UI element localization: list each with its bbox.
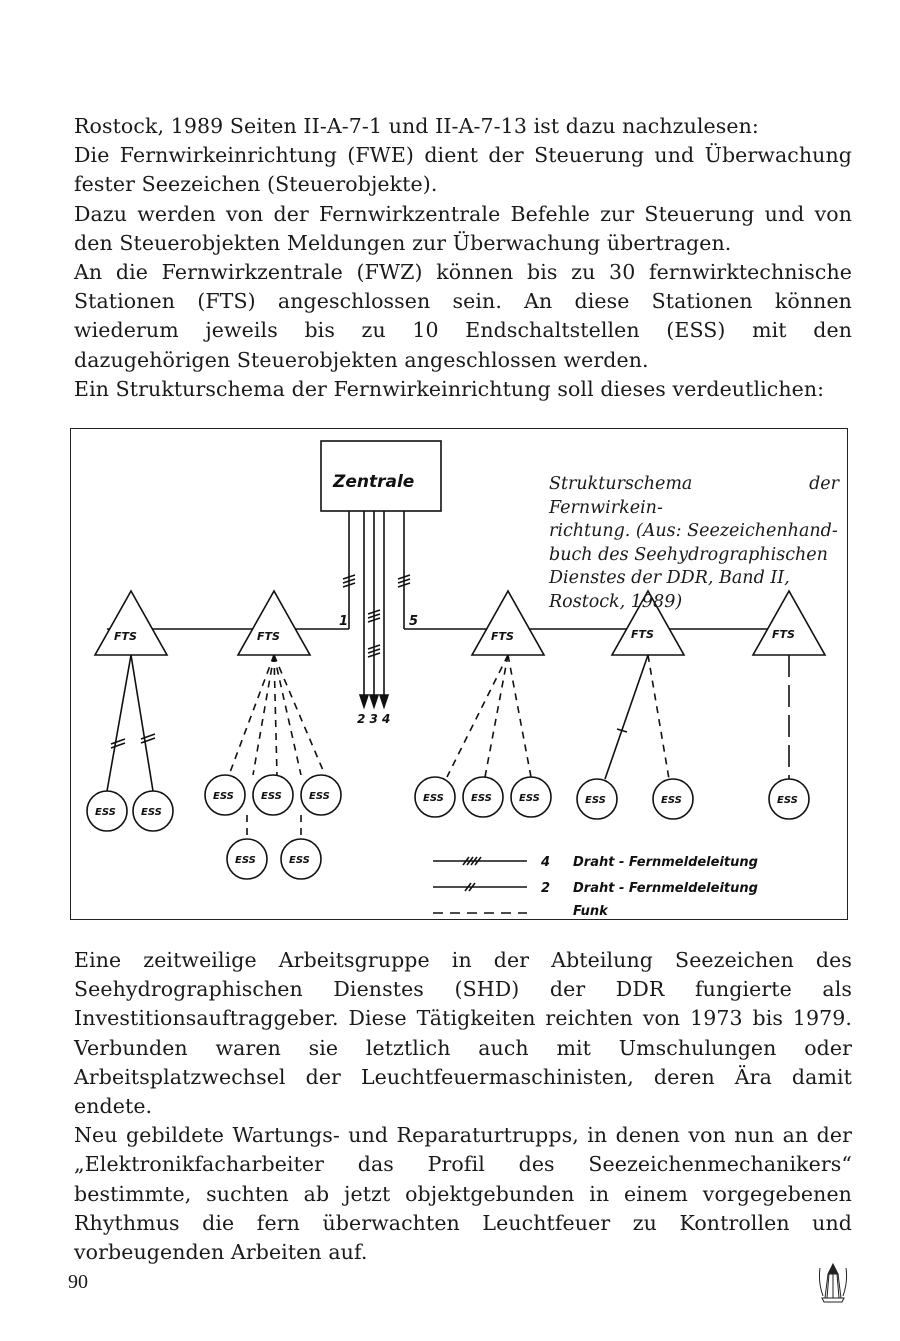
ess-label: ESS <box>213 791 234 802</box>
radio-link <box>229 655 274 775</box>
connection-line <box>107 655 131 791</box>
fts-label: FTS <box>491 630 514 643</box>
paragraph: Dazu werden von der Fernwirkzentrale Befehle zur Steuerung und von den Steuerobjekten Meldungen zur Überwachung übertragen. <box>74 201 852 255</box>
fts-label: FTS <box>772 628 795 641</box>
radio-link <box>274 655 325 775</box>
legend-label-4-wire: Draht - Fernmeldeleitung <box>573 855 758 870</box>
arrow-head <box>360 695 368 707</box>
legend-count-4: 4 <box>541 855 551 870</box>
caption-line: buch des Seehydrographischen <box>549 544 828 565</box>
radio-link <box>485 655 508 777</box>
ess-label: ESS <box>289 855 310 866</box>
radio-link <box>447 655 508 777</box>
structure-diagram-figure <box>70 428 848 920</box>
line-numbers-234: 2 3 4 <box>357 712 391 726</box>
paragraph: Neu gebildete Wartungs- und Reparaturtrupps, in denen von nun an der „Elektronikfacharbeiter das Profil des Seezeichenmechanikers“ bestimmte, suchten ab jetzt objektgebunden in einem vorgegebenen Rhythmus die fern überwachten Leuchtfeuer zu Kontrollen und vorbeugenden Arbeiten auf. <box>74 1123 852 1265</box>
ess-label: ESS <box>661 795 682 806</box>
body-text-bottom <box>74 946 852 1267</box>
caption-line: richtung. (Aus: Seezeichenhand- <box>549 521 838 541</box>
paragraph: Eine zeitweilige Arbeitsgruppe in der Abteilung Seezeichen des Seehydrographischen Dienstes (SHD) der DDR fungierte als Investitionsauftraggeber. Diese Tätigkeiten reichten von 1973 bis 1979. Verbunden waren sie letztlich auch mit Umschulungen oder Arbeitsplatzwechsel der Leuchtfeuermaschinisten, deren Ära damit endete. <box>74 948 852 1119</box>
paragraph: An die Fernwirkzentrale (FWZ) können bis zu 30 fernwirktechnische Stationen (FTS) angeschlossen sein. An diese Stationen können wiederum jeweils bis zu 10 Endschaltstellen (ESS) mit den dazugehörigen Steuerobjekten angeschlossen werden. <box>74 260 852 372</box>
ess-label: ESS <box>519 793 540 804</box>
radio-link <box>508 655 531 777</box>
connection-line <box>131 655 153 791</box>
radio-link <box>274 655 301 775</box>
arrow-head <box>380 695 388 707</box>
ess-label: ESS <box>141 807 162 818</box>
line-number-5: 5 <box>409 614 419 629</box>
ess-label: ESS <box>309 791 330 802</box>
page-number: 90 <box>68 1271 88 1293</box>
ess-label: ESS <box>471 793 492 804</box>
ess-label: ESS <box>95 807 116 818</box>
lighthouse-logo-icon <box>816 1260 850 1304</box>
paragraph: Rostock, 1989 Seiten II-A-7-1 und II-A-7-13 ist dazu nachzulesen: <box>74 114 759 138</box>
fts-triangle-1 <box>95 591 167 655</box>
caption-line: Rostock, 1989) <box>549 591 683 612</box>
connection-line <box>605 655 648 779</box>
radio-link <box>274 655 277 775</box>
ess-label: ESS <box>585 795 606 806</box>
radio-link <box>648 655 669 779</box>
paragraph: Ein Strukturschema der Fernwirkeinrichtung soll dieses verdeutlichen: <box>74 376 825 401</box>
fts-label: FTS <box>631 628 654 641</box>
central-label: Zentrale <box>333 472 415 492</box>
fts-label: FTS <box>114 630 137 643</box>
paragraph: Die Fernwirkeinrichtung (FWE) dient der Steuerung und Überwachung fester Seezeichen (Steuerobjekte). <box>74 143 852 197</box>
legend-count-2: 2 <box>541 881 551 896</box>
arrow-head <box>370 695 378 707</box>
fts-triangle-2 <box>238 591 310 655</box>
fts-label: FTS <box>257 630 280 643</box>
fts-triangle-3 <box>472 591 544 655</box>
legend-label-2-wire: Draht - Fernmeldeleitung <box>573 881 758 896</box>
caption-line: Strukturschema der Fernwirkein- <box>549 474 839 518</box>
ess-label: ESS <box>235 855 256 866</box>
line-number-1: 1 <box>339 614 349 629</box>
figure-caption <box>549 473 839 614</box>
body-text-top <box>74 112 852 404</box>
caption-line: Dienstes der DDR, Band II, <box>549 568 790 588</box>
legend-label-radio: Funk <box>573 904 608 919</box>
ess-label: ESS <box>423 793 444 804</box>
ess-label: ESS <box>777 795 798 806</box>
radio-link <box>253 655 274 775</box>
ess-label: ESS <box>261 791 282 802</box>
